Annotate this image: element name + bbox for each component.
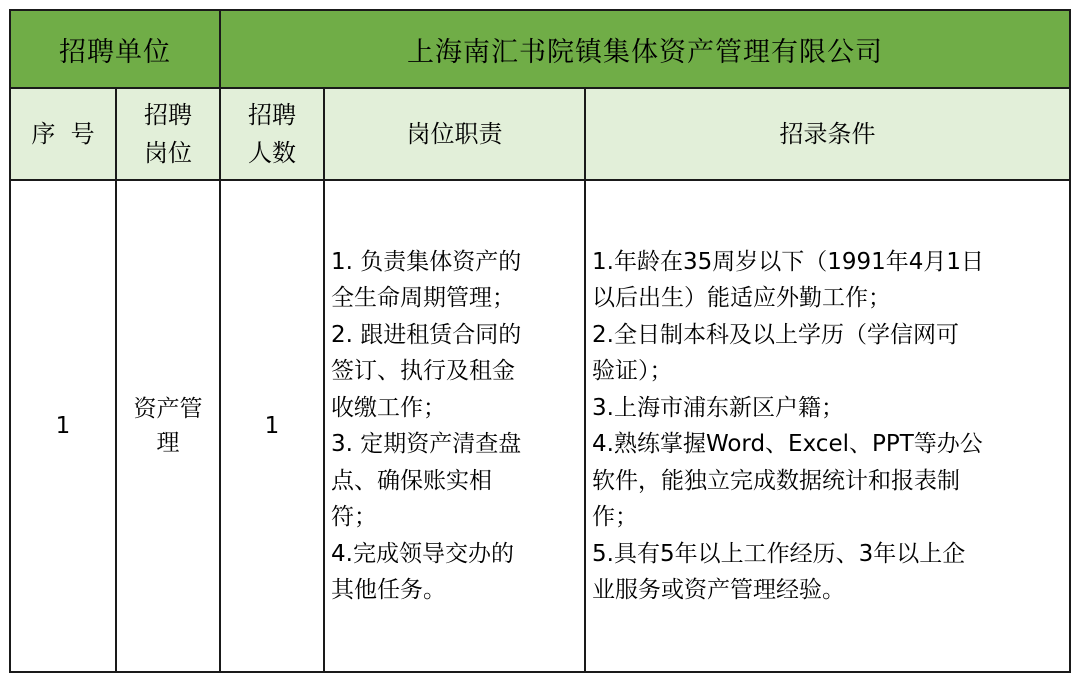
- unit-name: 上海南汇书院镇集体资产管理有限公司: [220, 10, 1070, 88]
- duty-line: 签订、执行及租金: [331, 358, 515, 384]
- row-requirements: [585, 180, 1070, 672]
- duty-line: 3. 定期资产清查盘: [331, 431, 522, 457]
- duty-line: 全生命周期管理；: [331, 285, 515, 311]
- row-duties: [324, 180, 585, 672]
- duty-line: 4.完成领导交办的: [331, 540, 514, 567]
- duty-line: 符；: [331, 504, 377, 530]
- col-seq-header: 序 号: [10, 88, 116, 180]
- col-headcount-header-line2: 人数: [248, 139, 296, 167]
- col-headcount-header-line1: 招聘: [248, 101, 296, 129]
- duty-line: 其他任务。: [331, 577, 446, 603]
- requirement-line: 4.熟练掌握Word、Excel、PPT等办公: [592, 431, 983, 457]
- requirement-line: 以后出生）能适应外勤工作；: [592, 285, 891, 311]
- col-position-header: [116, 88, 220, 180]
- col-requirements-header: 招录条件: [585, 88, 1070, 180]
- requirement-line: 软件，能独立完成数据统计和报表制: [592, 467, 960, 494]
- row-position: [116, 180, 220, 672]
- requirement-line: 作；: [592, 504, 638, 530]
- recruitment-table: [9, 9, 1071, 673]
- col-position-header-line1: 招聘: [144, 101, 192, 129]
- requirement-line: 验证）；: [592, 358, 673, 384]
- column-header-row: [10, 88, 1070, 180]
- row-position-line1: 资产管: [133, 396, 203, 422]
- row-seq: 1: [10, 180, 116, 672]
- col-position-header-line2: 岗位: [144, 139, 192, 167]
- requirement-line: 业服务或资产管理经验。: [592, 577, 845, 603]
- col-duties-header: 岗位职责: [324, 88, 585, 180]
- duty-line: 收缴工作；: [331, 394, 446, 421]
- col-headcount-header: [220, 88, 324, 180]
- requirement-line: 2.全日制本科及以上学历（学信网可: [592, 321, 959, 348]
- row-position-line2: 理: [156, 430, 180, 456]
- requirement-line: 5.具有5年以上工作经历、3年以上企: [592, 540, 966, 567]
- duty-line: 1. 负责集体资产的: [331, 248, 522, 275]
- unit-row: [10, 10, 1070, 88]
- unit-label: 招聘单位: [10, 10, 220, 88]
- requirement-line: 3.上海市浦东新区户籍；: [592, 394, 844, 421]
- requirement-line: 1.年龄在35周岁以下（1991年4月1日: [592, 248, 985, 275]
- duty-line: 点、确保账实相: [331, 467, 492, 494]
- row-headcount: 1: [220, 180, 324, 672]
- duty-line: 2. 跟进租赁合同的: [331, 321, 522, 348]
- table-row: [10, 180, 1070, 672]
